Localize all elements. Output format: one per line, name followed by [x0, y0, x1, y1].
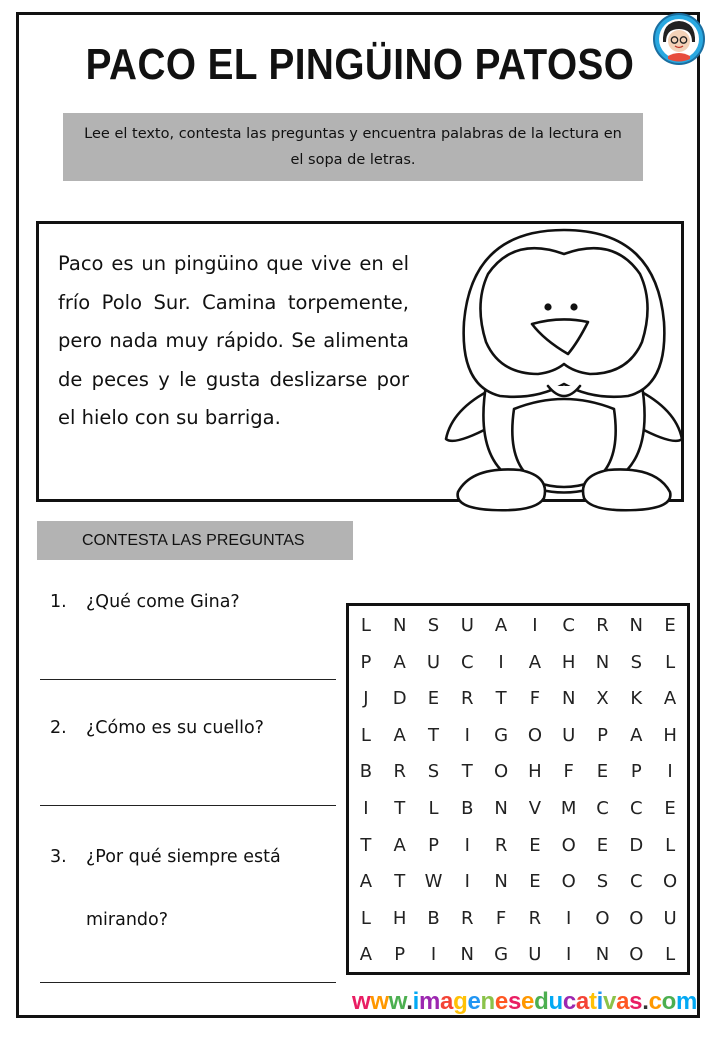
question-1-text: ¿Qué come Gina? [86, 592, 240, 612]
word-search-cell: I [498, 651, 504, 673]
word-search-cell: U [562, 724, 576, 746]
word-search-cell: T [394, 871, 406, 893]
word-search-row [349, 790, 687, 828]
website-footer: www.imageneseducativas.com [352, 988, 698, 1015]
word-search-row [349, 607, 687, 645]
word-search-row [349, 717, 687, 755]
word-search-cell: U [663, 907, 677, 929]
word-search-cell: A [359, 871, 373, 893]
word-search-cell: A [663, 688, 677, 710]
word-search-cell: I [667, 761, 673, 783]
word-search-cell: T [495, 688, 507, 710]
word-search-cell: H [528, 761, 542, 783]
word-search-cell: G [494, 944, 509, 966]
word-search-cell: O [561, 834, 576, 856]
word-search-cell: M [560, 798, 577, 819]
question-3-text-line-2: mirando? [86, 910, 169, 930]
word-search-cell: S [596, 871, 609, 893]
word-search-cell: I [430, 944, 437, 966]
word-search-cell: L [428, 798, 439, 819]
word-search-cell: P [597, 724, 608, 746]
word-search-cell: O [561, 871, 576, 893]
word-search-cell: J [363, 688, 369, 710]
word-search-cell: R [461, 907, 474, 929]
word-search-cell: O [629, 944, 644, 966]
word-search-cell: O [494, 761, 509, 783]
word-search-cell: F [529, 688, 541, 710]
word-search-cell: W [424, 871, 443, 893]
word-search-cell: L [665, 944, 676, 966]
word-search-cell: C [461, 651, 474, 673]
word-search-cell: C [630, 798, 643, 819]
story-text: Paco es un pingüino que vive en el frío Polo Sur. Camina torpemente, pero nada muy rápido. Se alimenta de peces y le gusta deslizarse por el hielo con su barriga. [58, 252, 409, 429]
instructions-box: Lee el texto, contesta las preguntas y encuentra palabras de la lectura en el sopa de letras. [63, 113, 643, 181]
word-search-cell: I [464, 871, 470, 893]
word-search-cell: E [529, 834, 541, 856]
word-search-row [349, 936, 687, 974]
word-search-cell: N [460, 944, 475, 966]
word-search-cell: L [665, 834, 676, 856]
penguin-illustration [442, 224, 686, 514]
word-search-cell: H [561, 651, 576, 673]
word-search-cell: P [394, 944, 406, 966]
word-search-cell: I [464, 834, 470, 856]
word-search-cell: D [629, 834, 644, 856]
word-search-cell: H [663, 724, 677, 746]
word-search-cell: A [393, 724, 406, 746]
word-search-cell: T [360, 834, 372, 856]
word-search-cell: A [630, 724, 643, 746]
word-search-cell: R [393, 761, 406, 783]
word-search-cell: T [394, 798, 406, 819]
word-search-cell: I [566, 944, 572, 966]
word-search-cell: L [360, 615, 371, 636]
word-search-cell: X [596, 688, 609, 710]
word-search-cell: R [494, 834, 508, 856]
word-search-cell: N [494, 798, 508, 819]
word-search-cell: O [595, 907, 610, 929]
question-1-number: 1. [50, 592, 67, 612]
word-search-cell: I [532, 615, 538, 636]
word-search-cell: E [529, 871, 541, 893]
word-search-cell: P [428, 834, 439, 856]
questions-header: CONTESTA LAS PREGUNTAS [37, 521, 353, 560]
word-search-cell: L [665, 651, 676, 673]
question-2-number: 2. [50, 718, 67, 738]
word-search-cell: K [630, 688, 643, 710]
word-search-row [349, 863, 687, 901]
word-search-row [349, 900, 687, 938]
word-search-cell: F [563, 761, 574, 783]
word-search-cell: I [566, 907, 572, 929]
word-search-cell: R [528, 907, 542, 929]
word-search-cell: C [562, 615, 575, 636]
word-search-cell: R [596, 615, 609, 636]
word-search-cell: U [528, 944, 542, 966]
word-search-cell: N [494, 871, 508, 893]
question-2-text: ¿Cómo es su cuello? [86, 718, 264, 738]
word-search-row [349, 644, 687, 682]
word-search-cell: T [461, 761, 473, 783]
word-search-cell: E [596, 834, 609, 856]
word-search-cell: S [427, 761, 440, 783]
word-search-cell: P [360, 651, 372, 673]
word-search-cell: P [630, 761, 642, 783]
word-search-cell: E [596, 761, 609, 783]
word-search-cell: B [427, 907, 440, 929]
word-search-cell: N [392, 615, 407, 636]
word-search-row [349, 753, 687, 791]
word-search-cell: E [427, 688, 440, 710]
word-search-row [349, 680, 687, 718]
word-search-row [349, 827, 687, 865]
word-search-cell: E [664, 615, 676, 636]
word-search-cell: N [629, 615, 644, 636]
word-search-cell: S [427, 615, 440, 636]
teacher-avatar-icon [652, 12, 706, 66]
word-search-cell: A [393, 834, 406, 856]
word-search-cell: B [461, 798, 474, 819]
word-search-cell: H [392, 907, 407, 929]
word-search-cell: B [359, 761, 373, 783]
word-search-cell: T [427, 724, 439, 746]
word-search-cell: A [494, 615, 508, 636]
word-search-cell: D [392, 688, 407, 710]
word-search-cell: U [426, 651, 441, 673]
word-search-cell: V [528, 798, 542, 819]
word-search-cell: R [461, 688, 474, 710]
answer-line-3 [40, 982, 336, 983]
word-search-cell: E [664, 798, 676, 819]
question-3-text-line-1: ¿Por qué siempre está [86, 847, 281, 867]
word-search-cell: C [630, 871, 643, 893]
word-search-cell: N [595, 651, 610, 673]
word-search-cell: F [495, 907, 507, 929]
word-search-cell: S [630, 651, 642, 673]
question-3-number: 3. [50, 847, 67, 867]
answer-line-2 [40, 805, 336, 806]
word-search-cell: N [561, 688, 576, 710]
word-search-cell: I [464, 724, 470, 746]
word-search-cell: U [460, 615, 474, 636]
word-search-cell: I [363, 798, 369, 819]
word-search-cell: O [527, 724, 542, 746]
word-search-cell: O [629, 907, 644, 929]
word-search-cell: O [663, 871, 678, 893]
page-title: PACO EL PINGÜINO PATOSO [85, 40, 635, 89]
word-search-cell: N [595, 944, 610, 966]
word-search-cell: A [359, 944, 373, 966]
word-search-cell: A [393, 651, 406, 673]
word-search-cell: C [596, 798, 609, 819]
word-search-cell: L [360, 907, 371, 929]
word-search-cell: A [528, 651, 542, 673]
word-search-cell: G [494, 724, 509, 746]
answer-line-1 [40, 679, 336, 680]
word-search-grid [346, 603, 690, 975]
word-search-cell: L [360, 724, 371, 746]
